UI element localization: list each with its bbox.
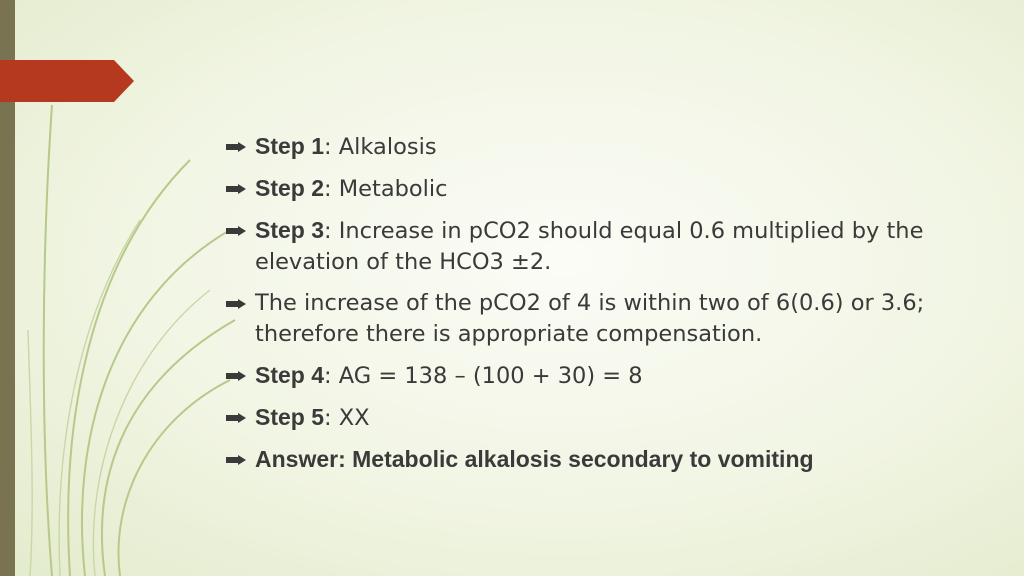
bullet-bold: Step 4	[255, 362, 325, 388]
stem-line	[93, 290, 210, 576]
bullet-text: : Increase in pCO2 should equal 0.6 multiplied by the elevation of the HCO3 ±2.	[255, 218, 924, 275]
bullet-bold: Step 1	[255, 133, 325, 159]
arrow-right-icon	[226, 455, 246, 465]
bullet-text: : Metabolic	[324, 176, 448, 202]
arrow-right-icon	[226, 184, 246, 194]
bullet-list	[224, 131, 964, 486]
arrow-right-icon	[226, 371, 246, 381]
stem-line	[102, 320, 235, 576]
bullet-step-1	[224, 131, 964, 163]
bullet-compensation	[224, 288, 964, 350]
stem-line	[118, 380, 230, 576]
bullet-step-4	[224, 360, 964, 392]
bullet-step-3	[224, 215, 964, 278]
bullet-step-2	[224, 173, 964, 205]
arrow-right-icon	[226, 413, 246, 423]
arrow-right-icon	[226, 226, 246, 236]
bullet-text: : Alkalosis	[324, 134, 437, 160]
answer-text: Answer: Metabolic alkalosis secondary to vomiting	[255, 446, 814, 472]
stem-line	[44, 105, 52, 576]
bullet-text: The increase of the pCO2 of 4 is within two of 6(0.6) or 3.6; therefore there is appropriate compensation.	[255, 290, 925, 347]
bullet-bold: Step 2	[255, 175, 325, 201]
bullet-step-5	[224, 402, 964, 434]
stem-line	[82, 230, 230, 576]
arrow-right-icon	[226, 142, 246, 152]
accent-tab	[0, 60, 134, 102]
bullet-bold: Step 3	[255, 217, 325, 243]
stem-line	[28, 330, 32, 576]
bullet-bold: Step 5	[255, 404, 325, 430]
bullet-answer	[224, 444, 964, 476]
bullet-text: : AG = 138 – (100 + 30) = 8	[324, 363, 643, 389]
bullet-text: : XX	[324, 405, 370, 431]
arrow-right-icon	[226, 299, 246, 309]
